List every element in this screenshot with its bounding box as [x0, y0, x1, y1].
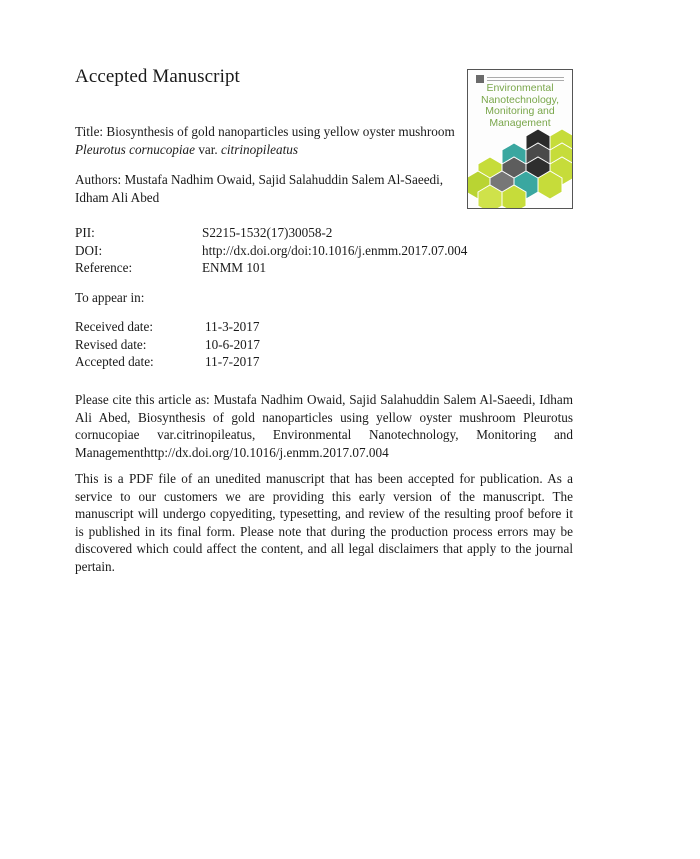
- meta-key: DOI:: [75, 242, 103, 258]
- to-appear-in: To appear in:: [75, 290, 145, 305]
- date-key: Received date:: [75, 319, 153, 334]
- hexagon-art-icon: [468, 128, 572, 208]
- cover-journal-title: Environmental Nanotechnology, Monitoring and Management: [480, 82, 560, 129]
- title-label: Title:: [75, 124, 104, 139]
- title-text: Biosynthesis of gold nanoparticles using yellow oyster mushroom: [106, 124, 455, 139]
- doi-link[interactable]: http://dx.doi.org/doi:10.1016/j.enmm.2017.07.004: [202, 242, 468, 258]
- authors-label: Authors:: [75, 172, 122, 187]
- disclaimer-paragraph: This is a PDF file of an unedited manuscript that has been accepted for publication. As a service to our customers we are providing this early version of the manuscript. The manuscript will undergo copyediting, typesetting, and review of the resulting proof before it is published in its final form. Please note that during the production process errors may be discovered which could affect the content, and all legal disclaimers that apply to the journal pertain.: [75, 471, 573, 574]
- title-species: Pleurotus cornucopiae: [75, 142, 196, 157]
- publisher-logo-icon: [476, 75, 484, 83]
- authors: [75, 171, 445, 207]
- date-value: 10-6-2017: [205, 336, 260, 352]
- date-value: 11-3-2017: [205, 319, 260, 334]
- pii-row: [75, 224, 467, 242]
- cover-header-rule: [487, 77, 564, 81]
- cover-header: [476, 75, 564, 82]
- article-title: [75, 123, 455, 159]
- date-key: Accepted date:: [75, 354, 154, 369]
- revised-date-row: [75, 336, 260, 354]
- doi-row: [75, 242, 467, 260]
- manuscript-dates: [75, 318, 260, 371]
- authors-text: Mustafa Nadhim Owaid, Sajid Salahuddin Salem Al-Saeedi, Idham Ali Abed: [75, 172, 444, 205]
- date-value: 11-7-2017: [205, 354, 260, 369]
- date-key: Revised date:: [75, 336, 147, 352]
- meta-key: PII:: [75, 225, 95, 240]
- title-var: var.: [198, 142, 218, 157]
- meta-value: S2215-1532(17)30058-2: [202, 225, 333, 240]
- received-date-row: [75, 318, 260, 336]
- meta-key: Reference:: [75, 260, 133, 275]
- reference-row: [75, 259, 467, 277]
- title-variety: citrinopileatus: [221, 142, 298, 157]
- page-heading: Accepted Manuscript: [75, 66, 240, 87]
- citation-paragraph: Please cite this article as: Mustafa Nadhim Owaid, Sajid Salahuddin Salem Al-Saeedi, Idham Ali Abed, Biosynthesis of gold nanoparticles using yellow oyster mushroom Pleurotus cornucopiae var.citrinopileatus, Environmental Nanotechnology, Monitoring and Managementhttp://dx.doi.org/10.1016/j.enmm.2017.07.004: [75, 392, 573, 460]
- accepted-date-row: [75, 353, 260, 371]
- meta-value: ENMM 101: [202, 260, 267, 275]
- journal-cover-image: [467, 69, 573, 209]
- manuscript-identifiers: [75, 224, 467, 277]
